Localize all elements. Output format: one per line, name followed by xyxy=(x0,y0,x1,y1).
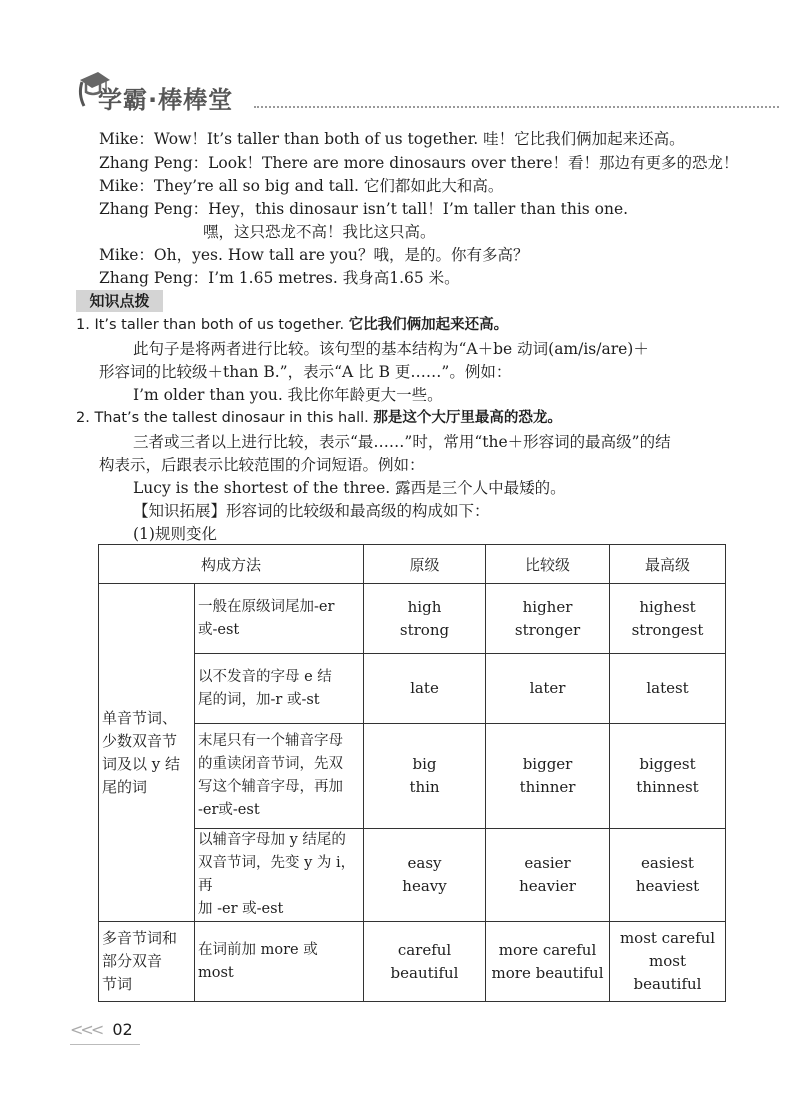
brand-title: 学霸·棒棒堂 xyxy=(98,86,234,114)
positive-cell: big thin xyxy=(364,724,486,829)
header-positive: 原级 xyxy=(364,545,486,584)
positive-cell: easy heavy xyxy=(364,829,486,922)
section-tag: 知识点拨 xyxy=(76,290,163,312)
comparative-cell: more careful more beautiful xyxy=(486,922,610,1002)
superlative-cell: latest xyxy=(610,654,726,724)
page-footer xyxy=(70,1020,133,1040)
superlative-cell: biggest thinnest xyxy=(610,724,726,829)
page-number: 02 xyxy=(112,1020,133,1039)
point-heading xyxy=(76,314,508,336)
dialogue-line: 嘿，这只恐龙不高！我比这只高。 xyxy=(203,223,436,241)
table-row xyxy=(99,922,726,1002)
dialogue-line: Mike：Oh，yes. How tall are you？哦，是的。你有多高？ xyxy=(99,246,529,264)
point-text: 构表示，后跟表示比较范围的介词短语。例如： xyxy=(99,456,425,474)
footer-divider xyxy=(70,1044,140,1045)
comparative-cell: higher stronger xyxy=(486,584,610,654)
dialogue-line: Zhang Peng：Look！There are more dinosaurs over there！看！那边有更多的恐龙！ xyxy=(99,154,739,172)
point-text: 三者或三者以上进行比较，表示“最……”时，常用“the＋形容词的最高级”的结 xyxy=(133,433,671,451)
point-heading-zh: 那是这个大厅里最高的恐龙。 xyxy=(373,410,562,426)
category-cell: 单音节词、 少数双音节 词及以 y 结 尾的词 xyxy=(99,584,195,922)
point-heading-en: 2. That’s the tallest dinosaur in this hall. xyxy=(76,410,369,426)
table-header-row xyxy=(99,545,726,584)
dialogue-line: Zhang Peng：Hey，this dinosaur isn’t tall！I’m taller than this one. xyxy=(99,200,629,218)
comparative-cell: easier heavier xyxy=(486,829,610,922)
rule-cell: 末尾只有一个辅音字母 的重读闭音节词，先双 写这个辅音字母，再加 -er或-est xyxy=(195,724,364,829)
page-header xyxy=(76,66,776,114)
header-dotted-divider xyxy=(254,106,779,108)
header-method: 构成方法 xyxy=(99,545,364,584)
dialogue-line: Mike：They’re all so big and tall. 它们都如此大和高。 xyxy=(99,177,504,195)
comparative-superlative-table xyxy=(98,544,726,1002)
rule-cell: 在词前加 more 或 most xyxy=(195,922,364,1002)
subsection-title: (1)规则变化 xyxy=(133,525,217,543)
comparative-cell: bigger thinner xyxy=(486,724,610,829)
point-heading-zh: 它比我们俩加起来还高。 xyxy=(348,317,509,333)
dialogue-line: Zhang Peng：I’m 1.65 metres. 我身高1.65 米。 xyxy=(99,269,460,287)
superlative-cell: easiest heaviest xyxy=(610,829,726,922)
point-example: Lucy is the shortest of the three. 露西是三个人中最矮的。 xyxy=(133,479,566,497)
point-heading xyxy=(76,407,562,429)
table-row xyxy=(99,584,726,654)
chevrons-left-icon: <<< xyxy=(70,1020,102,1039)
header-superlative: 最高级 xyxy=(610,545,726,584)
point-heading-en: 1. It’s taller than both of us together. xyxy=(76,317,345,333)
rule-cell: 以辅音字母加 y 结尾的 双音节词，先变 y 为 i，再 加 -er 或-est xyxy=(195,829,364,922)
point-text: 形容词的比较级＋than B.”，表示“A 比 B 更……”。例如： xyxy=(99,363,512,381)
point-text: 此句子是将两者进行比较。该句型的基本结构为“A＋be 动词(am/is/are)＋ xyxy=(133,340,649,358)
positive-cell: careful beautiful xyxy=(364,922,486,1002)
rule-cell: 一般在原级词尾加-er 或-est xyxy=(195,584,364,654)
positive-cell: high strong xyxy=(364,584,486,654)
category-cell: 多音节词和 部分双音 节词 xyxy=(99,922,195,1002)
point-example: I’m older than you. 我比你年龄更大一些。 xyxy=(133,386,443,404)
superlative-cell: highest strongest xyxy=(610,584,726,654)
superlative-cell: most careful most beautiful xyxy=(610,922,726,1002)
comparative-cell: later xyxy=(486,654,610,724)
knowledge-extension: 【知识拓展】形容词的比较级和最高级的构成如下： xyxy=(133,502,490,520)
positive-cell: late xyxy=(364,654,486,724)
rule-cell: 以不发音的字母 e 结 尾的词，加-r 或-st xyxy=(195,654,364,724)
dialogue-line: Mike：Wow！It’s taller than both of us together. 哇！它比我们俩加起来还高。 xyxy=(99,130,685,148)
header-comparative: 比较级 xyxy=(486,545,610,584)
